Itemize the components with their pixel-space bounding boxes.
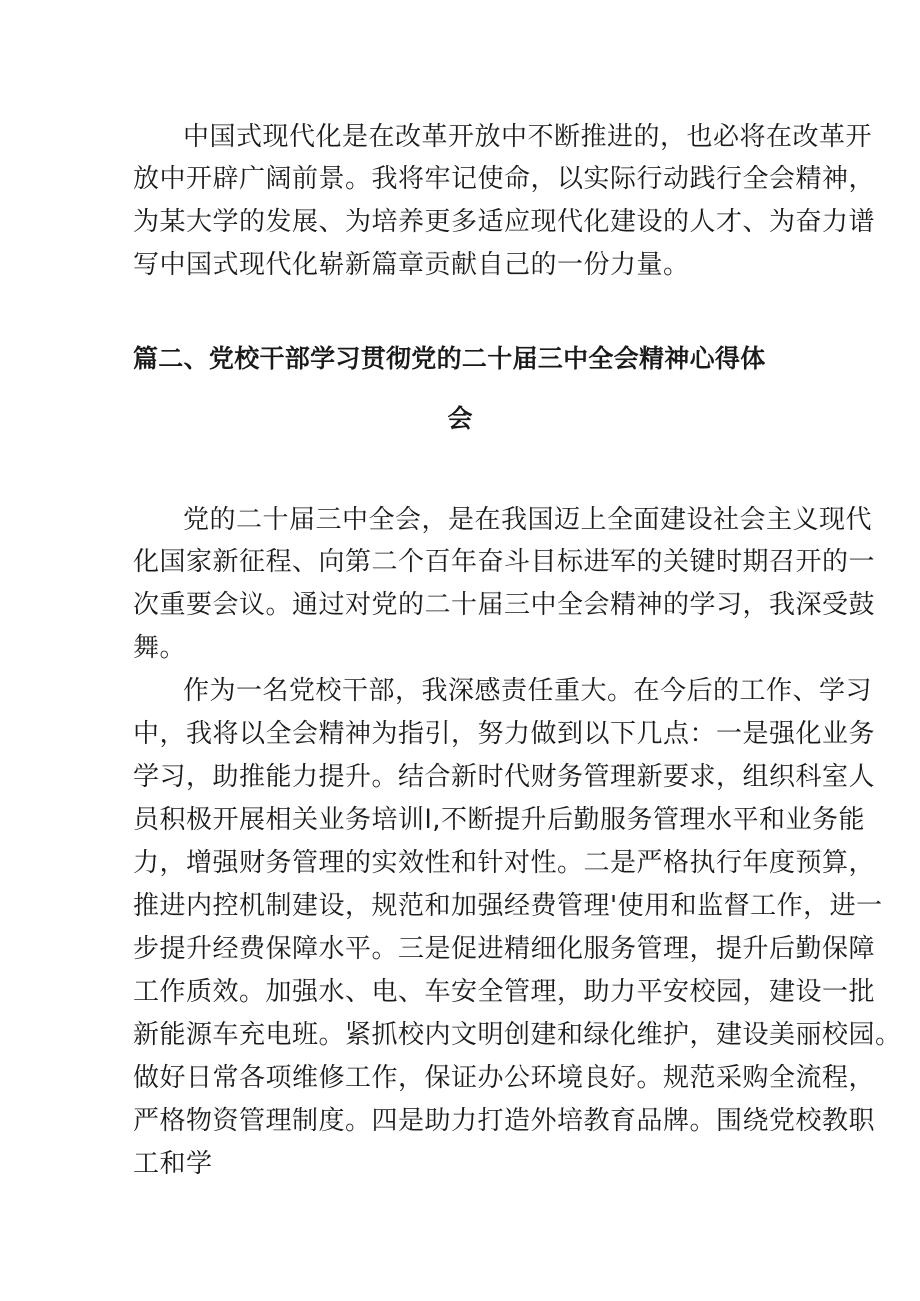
text-line: 中国式现代化是在改革开放中不断推进的，也必将在改革开 [183,122,873,152]
text-line: 力，增强财务管理的实效性和针对性。二是严格执行年度预算， [133,848,876,878]
text-line: 写中国式现代化崭新篇章贡献自己的一份力量。 [133,250,690,280]
text-line: 新能源车充电班。紧抓校内文明创建和绿化维护，建设美丽校园。 [133,1020,902,1050]
text-line: 严格物资管理制度。四是助力打造外培教育品牌。围绕党校教职 [133,1106,876,1136]
section-heading-line1: 篇二、党校干部学习贯彻党的二十届三中全会精神心得体 [133,344,766,373]
text-line: 放中开辟广阔前景。我将牢记使命，以实际行动践行全会精神， [133,164,876,194]
text-line: 工和学 [133,1149,213,1179]
text-line: 员积极开展相关业务培训l,不断提升后勤服务管理水平和业务能 [133,805,865,835]
text-line: 步提升经费保障水平。三是促进精细化服务管理，提升后勤保障 [133,934,876,964]
text-line: 做好日常各项维修工作，保证办公环境良好。规范采购全流程， [133,1063,876,1093]
section-heading-line2: 会 [447,404,473,433]
text-line: 作为一名党校干部，我深感责任重大。在今后的工作、学习 [183,676,873,706]
text-line: 次重要会议。通过对党的二十届三中全会精神的学习，我深受鼓 [133,590,876,620]
text-line: 学习，助推能力提升。结合新时代财务管理新要求，组织科室人 [133,762,876,792]
text-line: 推进内控机制建设，规范和加强经费管理'使用和监督工作，进一 [133,891,883,921]
text-line: 为某大学的发展、为培养更多适应现代化建设的人才、为奋力谱 [133,207,876,237]
text-line: 化国家新征程、向第二个百年奋斗目标进军的关键时期召开的一 [133,547,876,577]
text-line: 舞。 [133,633,187,663]
text-line: 党的二十届三中全会，是在我国迈上全面建设社会主义现代 [183,505,873,535]
text-line: 中，我将以全会精神为指引，努力做到以下几点：一是强化业务 [133,719,876,749]
text-line: 工作质效。加强水、电、车安全管理，助力平安校园，建设一批 [133,977,876,1007]
